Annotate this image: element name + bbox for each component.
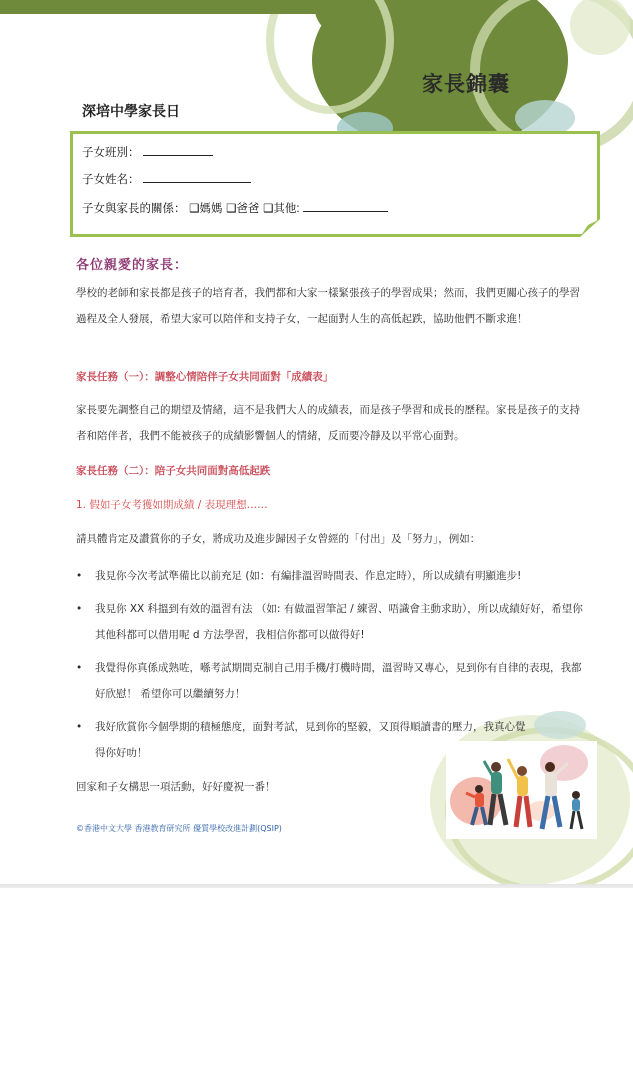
task2-subtitle: 1. 假如子女考獲如期成績 / 表現理想…… (76, 499, 268, 511)
blank-area (0, 888, 633, 1081)
relation-field[interactable] (82, 199, 388, 216)
list-item-text: 我好欣賞你今個學期的積極態度，面對考試，見到你的堅毅，又頂得順讀書的壓力，我真心覺得你好叻！ (95, 721, 526, 759)
bullet-icon: • (76, 721, 83, 733)
option-father[interactable]: ❑爸爸 (226, 203, 260, 215)
relation-label: 子女與家長的關係： (82, 201, 186, 215)
name-label: 子女姓名： (82, 172, 140, 186)
task2-title: 家長任務（二）：陪子女共同面對高低起跌 (76, 465, 271, 477)
task2-lead: 請具體肯定及讚賞你的子女，將成功及進步歸因子女曾經的「付出」及「努力」，例如： (76, 533, 481, 545)
student-info-box (70, 131, 600, 237)
list-item (76, 655, 586, 707)
bullet-icon: • (76, 603, 83, 615)
class-blank[interactable] (143, 143, 213, 156)
list-item-text: 我見你今次考試準備比以前充足 (如：有編排溫習時間表、作息定時），所以成績有明顯進步! (95, 570, 522, 582)
banner-title: 家長錦囊 (422, 72, 510, 96)
list-item (76, 563, 586, 589)
list-item (76, 596, 586, 648)
family-celebration-illustration (446, 741, 597, 839)
event-title: 深培中學家長日 (82, 104, 180, 120)
greeting-heading: 各位親愛的家長： (76, 258, 189, 273)
page-curl-icon (580, 219, 600, 237)
class-label: 子女班別： (82, 145, 140, 159)
task1-body: 家長要先調整自己的期望及情緒，這不是我們大人的成績表，而是孩子學習和成長的歷程。家長是孩子的支持者和陪伴者，我們不能被孩子的成績影響個人的情緒，反而要冷靜及以平常心面對。 (76, 404, 580, 442)
copyright-footer: ©香港中文大學 香港教育研究所 優質學校改進計劃(QSIP) (76, 824, 282, 833)
bullet-icon: • (76, 570, 83, 582)
task1-title: 家長任務（一）：調整心情陪伴子女共同面對「成績表」 (76, 371, 334, 383)
closing-line: 回家和子女構思一項活動，好好慶祝一番！ (76, 781, 276, 793)
class-field[interactable] (82, 143, 213, 160)
other-blank[interactable] (303, 199, 388, 212)
name-field[interactable] (82, 170, 251, 187)
bullet-icon: • (76, 662, 83, 674)
list-item-text: 我覺得你真係成熟咗，喺考試期間克制自己用手機/打機時間，溫習時又專心，見到你有自律的表現，我都好欣慰！ 希望你可以繼續努力！ (95, 662, 582, 700)
list-item-text: 我見你 XX 科搵到有效的溫習有法 （如: 有做溫習筆記 / 練習、唔識會主動求助），所以成績好好，希望你其他科都可以借用呢 d 方法學習，我相信你都可以做得好! (95, 603, 583, 641)
intro-paragraph: 學校的老師和家長都是孩子的培育者，我們都和大家一樣緊張孩子的學習成果；然而，我們更關心孩子的學習過程及全人發展，希望大家可以陪伴和支持子女，一起面對人生的高低起跌，協助他們不斷求進！ (76, 287, 580, 325)
option-other[interactable]: ❑其他: (263, 203, 300, 215)
name-blank[interactable] (143, 170, 251, 183)
dancing-family-icon (446, 741, 597, 839)
option-mother[interactable]: ❑媽媽 (189, 203, 223, 215)
top-accent-bar (0, 0, 330, 14)
